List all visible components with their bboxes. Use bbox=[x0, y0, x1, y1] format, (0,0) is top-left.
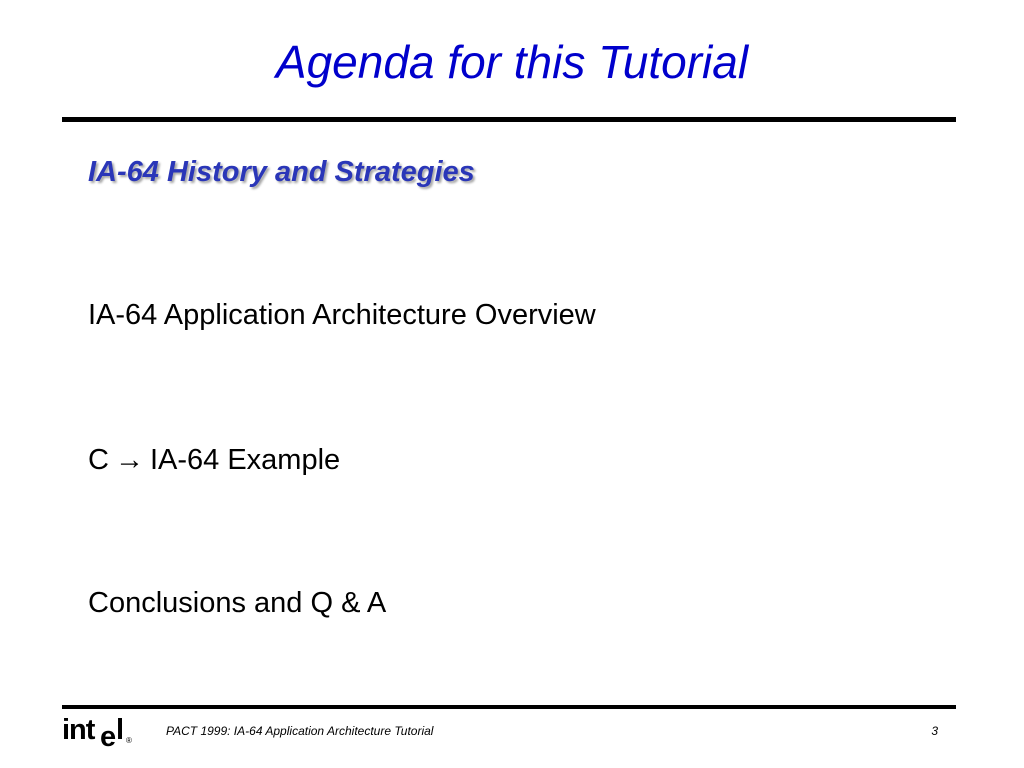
registered-mark: ® bbox=[126, 736, 132, 745]
intel-logo bbox=[62, 712, 132, 752]
intel-logo-e: e bbox=[100, 721, 117, 753]
agenda-item-example-suffix: IA-64 Example bbox=[149, 444, 341, 476]
agenda-item-example bbox=[88, 442, 340, 478]
agenda-item-history: IA-64 History and Strategies bbox=[88, 156, 475, 188]
agenda-item-architecture: IA-64 Application Architecture Overview bbox=[88, 299, 596, 331]
footer-divider bbox=[62, 705, 956, 709]
agenda-item-example-prefix: C bbox=[88, 444, 109, 476]
page-number: 3 bbox=[931, 724, 938, 738]
intel-logo-l: l bbox=[116, 714, 125, 746]
right-arrow-icon: → bbox=[114, 444, 144, 476]
intel-logo-int: int bbox=[62, 714, 95, 746]
slide-title: Agenda for this Tutorial bbox=[275, 36, 749, 88]
footer-caption: PACT 1999: IA-64 Application Architecture Tutorial bbox=[166, 724, 434, 738]
title-divider bbox=[62, 117, 956, 122]
agenda-item-conclusions: Conclusions and Q & A bbox=[88, 587, 387, 619]
